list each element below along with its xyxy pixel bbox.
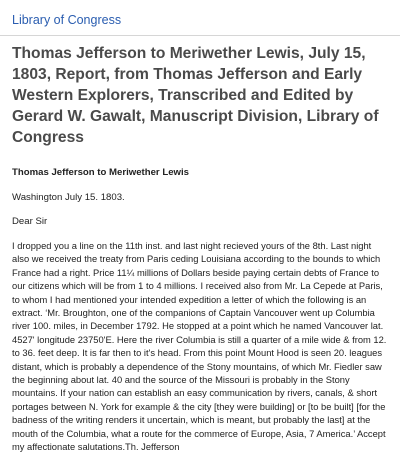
letter-heading: Thomas Jefferson to Meriwether Lewis [12, 167, 189, 178]
letter-salutation: Dear Sir [12, 216, 48, 227]
library-of-congress-link[interactable]: Library of Congress [12, 13, 122, 27]
main-content [0, 43, 400, 455]
letter-body: I dropped you a line on the 11th inst. and last night recieved yours of the 8th. Last night also we received the treaty from Paris ceding Louisiana according to the bounds to which France had a right. Price 11¼ millions of Dollars beside paying certain debts of France to our citizens which will be from 1 to 4 millions. I received also from Mr. La Cepede at Paris, to whom I had mentioned your intended expedition a letter of which the following is an extract. ‘Mr. Broughton, one of the companions of Captain Vancouver went up Columbia river 100. miles, in December 1792. He stopped at a point which he named Vancouver lat. 4527' longitude 23750'E. Here the river Columbia is still a quarter of a mile wide & from 12. to 36. feet deep. It is far then to it's head. From this point Mount Hood is seen 20. leagues distant, which is probably a dependence of the Stony mountains, of which Mr. Fiedler saw the beginning about lat. 40 and the source of the Missouri is probably in the Stony mountains. If your nation can establish an easy communication by rivers, canals, & short portages between N. York for example & the city [they were building] or [to be built] [for the badness of the writing renders it uncertain, which is meant, but probably the last] at the mouth of the Columbia, what a route for the commerce of Europe, Asia, 7 America.’ Accept my affectionate salutations.Th. Jefferson [12, 241, 387, 453]
site-header [0, 0, 400, 36]
page-title: Thomas Jefferson to Meriwether Lewis, July 15, 1803, Report, from Thomas Jefferson and Early Western Explorers, Transcribed and Edited by Gerard W. Gawalt, Manuscript Division, Library of Congress [12, 45, 379, 146]
letter-place-date: Washington July 15. 1803. [12, 192, 125, 203]
